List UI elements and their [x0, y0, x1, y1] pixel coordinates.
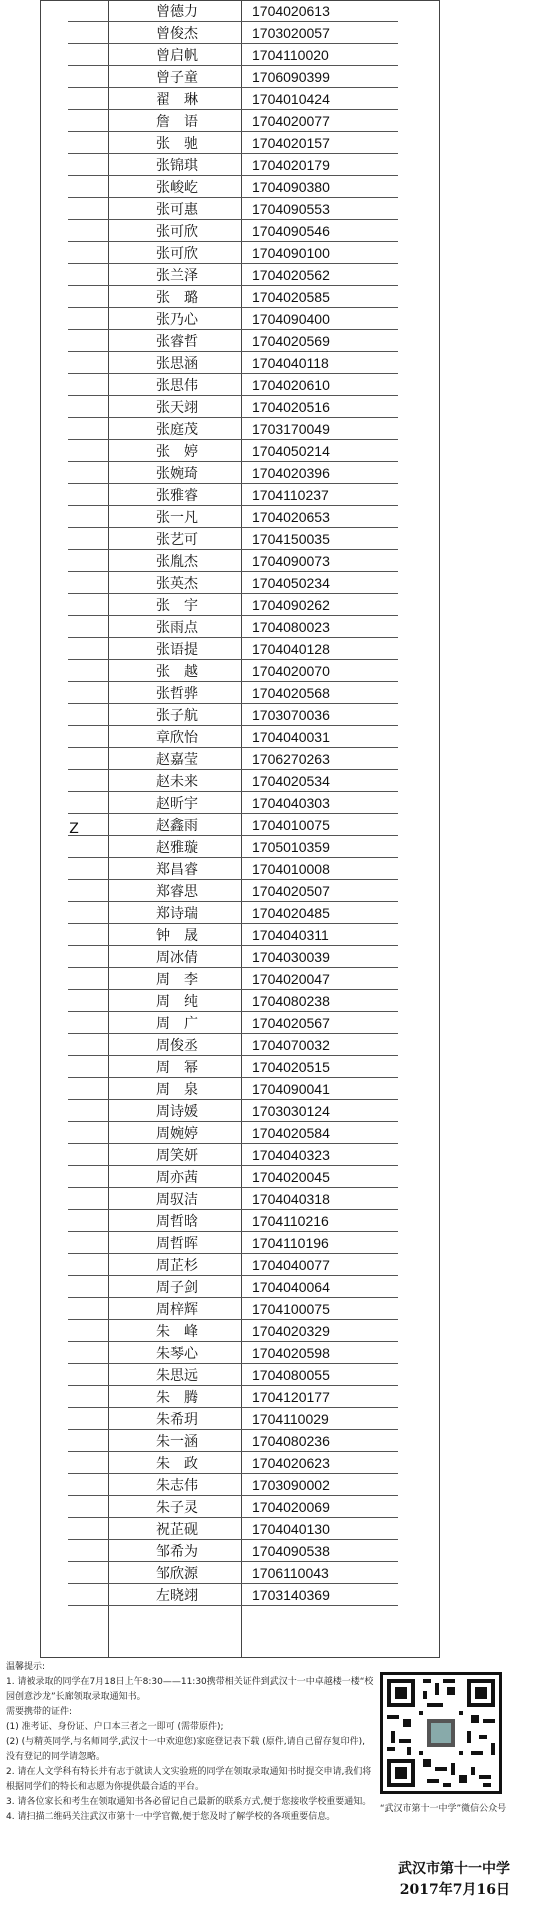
student-id: 1704020567 [252, 1014, 330, 1031]
student-id: 1704020157 [252, 134, 330, 151]
table-row [68, 1034, 398, 1056]
student-name: 赵未来 [156, 773, 198, 790]
table-row [68, 858, 398, 880]
student-name: 郑昌睿 [156, 861, 198, 878]
student-id: 1704110237 [252, 486, 329, 503]
student-name: 张 婷 [156, 443, 198, 460]
notes-item: 3. 请各位家长和考生在领取通知书各必留记自己最新的联系方式,便于您接收学校重要通知。 [6, 1797, 372, 1807]
student-name: 张艺可 [156, 531, 198, 548]
student-name: 朱子灵 [156, 1499, 198, 1516]
table-row [68, 440, 398, 462]
student-name: 赵鑫雨 [156, 817, 198, 834]
student-name: 张庭茂 [156, 421, 198, 438]
student-id: 1706090399 [252, 68, 330, 85]
student-name: 朱 峰 [156, 1323, 198, 1340]
student-id: 1704020584 [252, 1124, 330, 1141]
student-id: 1704030039 [252, 948, 330, 965]
student-id: 1704020515 [252, 1058, 330, 1075]
table-row [68, 44, 398, 66]
student-name: 张可欣 [156, 223, 198, 240]
student-id: 1704110196 [252, 1234, 329, 1251]
student-name: 张 宇 [156, 597, 198, 614]
student-name: 张一凡 [156, 509, 198, 526]
table-row [68, 594, 398, 616]
table-row [68, 1254, 398, 1276]
student-name: 周哲晗 [156, 1213, 198, 1230]
table-row [68, 968, 398, 990]
table-row [68, 132, 398, 154]
student-id: 1704090546 [252, 222, 330, 239]
student-name: 张婉琦 [156, 465, 198, 482]
student-name: 朱 政 [156, 1455, 198, 1472]
student-id: 1704020623 [252, 1454, 330, 1471]
table-row [68, 484, 398, 506]
table-row [68, 748, 398, 770]
table-row [68, 330, 398, 352]
student-name: 张可惠 [156, 201, 198, 218]
student-name: 章欣怡 [156, 729, 198, 746]
qr-caption: “武汉市第十一中学”微信公众号 [379, 1804, 507, 1814]
table-row [68, 1518, 398, 1540]
student-id: 1704040031 [252, 728, 330, 745]
student-name: 张峻屹 [156, 179, 198, 196]
table-row [68, 264, 398, 286]
student-id: 1703090002 [252, 1476, 330, 1493]
student-name: 周哲晖 [156, 1235, 198, 1252]
student-name: 张 越 [156, 663, 198, 680]
table-row [68, 1298, 398, 1320]
student-name: 张乃心 [156, 311, 198, 328]
table-row [68, 308, 398, 330]
student-id: 1704090380 [252, 178, 330, 195]
student-id: 1704020329 [252, 1322, 330, 1339]
table-row [68, 1188, 398, 1210]
table-row [68, 1012, 398, 1034]
student-name: 张英杰 [156, 575, 198, 592]
table-row [68, 528, 398, 550]
student-id: 1704020568 [252, 684, 330, 701]
table-row [68, 792, 398, 814]
student-id: 1704020516 [252, 398, 330, 415]
table-row [68, 880, 398, 902]
table-row [68, 682, 398, 704]
student-id: 1704040077 [252, 1256, 330, 1273]
student-name: 周亦茜 [156, 1169, 198, 1186]
student-id: 1704020396 [252, 464, 330, 481]
table-row [68, 242, 398, 264]
table-row [68, 1100, 398, 1122]
table-row [68, 638, 398, 660]
student-name: 张兰泽 [156, 267, 198, 284]
student-name: 周 泉 [156, 1081, 198, 1098]
student-id: 1704010008 [252, 860, 330, 877]
student-id: 1704020045 [252, 1168, 330, 1185]
student-name: 左晓翊 [156, 1587, 198, 1604]
student-name: 张 璐 [156, 289, 198, 306]
table-row [68, 110, 398, 132]
table-row [68, 1408, 398, 1430]
student-name: 张子航 [156, 707, 198, 724]
table-row [68, 1232, 398, 1254]
student-name: 周诗媛 [156, 1103, 198, 1120]
student-name: 张可欣 [156, 245, 198, 262]
table-row [68, 220, 398, 242]
table-row [68, 1584, 398, 1606]
table-row [68, 286, 398, 308]
student-id: 1704040130 [252, 1520, 330, 1537]
student-id: 1704020179 [252, 156, 330, 173]
student-id: 1704020585 [252, 288, 330, 305]
student-id: 1704090400 [252, 310, 330, 327]
student-id: 1706270263 [252, 750, 330, 767]
notes-title: 温馨提示: [6, 1662, 46, 1672]
table-row [68, 462, 398, 484]
signature-date: 2017年7月16日 [399, 1882, 510, 1898]
table-row [68, 1276, 398, 1298]
student-id: 1704040323 [252, 1146, 330, 1163]
notes-item: 1. 请被录取的同学在7月18日上午8:30——11:30携带相关证件到武汉十一中卓越楼一楼“校园创意沙龙”长廊领取录取通知书。 [6, 1677, 374, 1702]
student-id: 1704110020 [252, 46, 329, 63]
student-name: 曾启帆 [156, 47, 198, 64]
table-row [68, 1386, 398, 1408]
table-row [68, 550, 398, 572]
table-row [68, 1540, 398, 1562]
student-id: 1703170049 [252, 420, 330, 437]
student-name: 邹希为 [156, 1543, 198, 1560]
table-row [68, 1078, 398, 1100]
student-id: 1704090100 [252, 244, 330, 261]
student-name: 周 幂 [156, 1059, 198, 1076]
table-row [68, 1430, 398, 1452]
student-id: 1704100075 [252, 1300, 330, 1317]
student-name: 张哲骅 [156, 685, 198, 702]
student-id: 1704080238 [252, 992, 330, 1009]
student-id: 1704020047 [252, 970, 330, 987]
table-row [68, 1056, 398, 1078]
student-id: 1704090262 [252, 596, 330, 613]
table-row [68, 506, 398, 528]
student-name: 郑诗瑞 [156, 905, 198, 922]
student-name: 张胤杰 [156, 553, 198, 570]
student-rows [68, 0, 398, 1606]
table-row [68, 1166, 398, 1188]
student-name: 张锦琪 [156, 157, 198, 174]
table-row [68, 902, 398, 924]
student-name: 张语提 [156, 641, 198, 658]
student-id: 1704020610 [252, 376, 330, 393]
table-row [68, 1562, 398, 1584]
table-row [68, 1122, 398, 1144]
student-id: 1704080055 [252, 1366, 330, 1383]
student-name: 周笑妍 [156, 1147, 198, 1164]
student-name: 朱思远 [156, 1367, 198, 1384]
table-row [68, 374, 398, 396]
table-row [68, 726, 398, 748]
student-name: 周 广 [156, 1015, 198, 1032]
student-id: 1704080236 [252, 1432, 330, 1449]
table-row [68, 1144, 398, 1166]
table-row [68, 1364, 398, 1386]
table-row [68, 814, 398, 836]
student-id: 1704040311 [252, 926, 329, 943]
notes-item: 需要携带的证件: [6, 1707, 73, 1717]
student-id: 1706110043 [252, 1564, 329, 1581]
qr-code[interactable] [380, 1672, 502, 1794]
student-id: 1704110216 [252, 1212, 329, 1229]
student-id: 1704090553 [252, 200, 330, 217]
student-id: 1704020069 [252, 1498, 330, 1515]
student-name: 周婉婷 [156, 1125, 198, 1142]
student-name: 周子剑 [156, 1279, 198, 1296]
student-name: 张雨点 [156, 619, 198, 636]
student-id: 1703030124 [252, 1102, 330, 1119]
student-name: 曾子童 [156, 69, 198, 86]
notes-item: 2. 请在人文学科有特长并有志于就读人文实验班的同学在领取录取通知书时提交申请,我们将根据同学们的特长和志愿为你提供最合适的平台。 [6, 1767, 372, 1792]
table-row [68, 1210, 398, 1232]
student-id: 1704120177 [252, 1388, 330, 1405]
student-name: 朱琴心 [156, 1345, 198, 1362]
table-row [68, 418, 398, 440]
student-name: 郑睿思 [156, 883, 198, 900]
student-id: 1704090041 [252, 1080, 330, 1097]
student-name: 张睿哲 [156, 333, 198, 350]
student-name: 赵嘉莹 [156, 751, 198, 768]
student-name: 周 李 [156, 971, 198, 988]
table-row [68, 198, 398, 220]
student-name: 周芷杉 [156, 1257, 198, 1274]
student-id: 1704020613 [252, 2, 330, 19]
qr-code-icon [383, 1675, 499, 1791]
student-name: 张 驰 [156, 135, 198, 152]
table-row [68, 946, 398, 968]
notes-section [6, 1660, 376, 1825]
student-id: 1704050214 [252, 442, 330, 459]
student-name: 朱志伟 [156, 1477, 198, 1494]
student-name: 张思伟 [156, 377, 198, 394]
table-row [68, 1452, 398, 1474]
student-name: 张雅睿 [156, 487, 198, 504]
student-name: 周俊丞 [156, 1037, 198, 1054]
table-row [68, 154, 398, 176]
student-name: 翟 琳 [156, 91, 198, 108]
student-name: 曾德力 [156, 3, 198, 20]
student-id: 1704010424 [252, 90, 330, 107]
student-id: 1703140369 [252, 1586, 330, 1603]
student-id: 1704020653 [252, 508, 330, 525]
student-id: 1704080023 [252, 618, 330, 635]
table-row [68, 22, 398, 44]
table-row [68, 704, 398, 726]
student-id: 1704010075 [252, 816, 330, 833]
table-row [68, 1320, 398, 1342]
student-name: 张思涵 [156, 355, 198, 372]
student-name: 周梓辉 [156, 1301, 198, 1318]
student-id: 1704040064 [252, 1278, 330, 1295]
student-name: 钟 晟 [156, 927, 198, 944]
student-name: 赵雅璇 [156, 839, 198, 856]
student-id: 1704020070 [252, 662, 330, 679]
table-row [68, 836, 398, 858]
student-id: 1704040318 [252, 1190, 330, 1207]
table-row [68, 396, 398, 418]
student-name: 祝芷砚 [156, 1521, 198, 1538]
student-id: 1703020057 [252, 24, 330, 41]
student-id: 1704070032 [252, 1036, 330, 1053]
student-name: 邹欣源 [156, 1565, 198, 1582]
table-row [68, 0, 398, 22]
student-id: 1704040128 [252, 640, 330, 657]
notes-item: 4. 请扫描二维码关注武汉市第十一中学官微,便于您及时了解学校的各项重要信息。 [6, 1812, 336, 1822]
signature-school: 武汉市第十一中学 [398, 1861, 510, 1877]
notes-item: (1) 准考证、身份证、户口本三者之一即可 (需带原件); [6, 1722, 224, 1732]
student-name: 赵昕宇 [156, 795, 198, 812]
student-id: 1705010359 [252, 838, 330, 855]
student-id: 1704090538 [252, 1542, 330, 1559]
student-name: 曾俊杰 [156, 25, 198, 42]
student-id: 1704020569 [252, 332, 330, 349]
student-id: 1704110029 [252, 1410, 329, 1427]
student-id: 1703070036 [252, 706, 330, 723]
student-id: 1704040303 [252, 794, 330, 811]
table-row [68, 616, 398, 638]
student-id: 1704020534 [252, 772, 330, 789]
student-id: 1704090073 [252, 552, 330, 569]
student-name: 朱希玥 [156, 1411, 198, 1428]
student-name: 詹 语 [156, 113, 198, 130]
student-id: 1704020562 [252, 266, 330, 283]
student-name: 周驭洁 [156, 1191, 198, 1208]
student-id: 1704150035 [252, 530, 330, 547]
table-row [68, 572, 398, 594]
table-row [68, 770, 398, 792]
student-name: 周冰倩 [156, 949, 198, 966]
student-name: 周 纯 [156, 993, 198, 1010]
student-name: 张天翊 [156, 399, 198, 416]
table-row [68, 1496, 398, 1518]
student-id: 1704040118 [252, 354, 329, 371]
table-row [68, 1342, 398, 1364]
student-id: 1704020485 [252, 904, 330, 921]
table-row [68, 88, 398, 110]
student-name: 朱一涵 [156, 1433, 198, 1450]
notes-item: (2) (与精英同学,与名师同学,武汉十一中欢迎您)家庭登记表下载 (原件,请自己留存复印件), 没有登记的同学请忽略。 [6, 1737, 365, 1762]
table-row [68, 660, 398, 682]
table-row [68, 990, 398, 1012]
table-row [68, 176, 398, 198]
table-row [68, 924, 398, 946]
table-row [68, 66, 398, 88]
table-row [68, 1474, 398, 1496]
student-id: 1704050234 [252, 574, 330, 591]
student-id: 1704020598 [252, 1344, 330, 1361]
student-name: 朱 腾 [156, 1389, 198, 1406]
student-id: 1704020507 [252, 882, 330, 899]
table-row [68, 352, 398, 374]
student-id: 1704020077 [252, 112, 330, 129]
group-letter: Z [69, 821, 79, 837]
